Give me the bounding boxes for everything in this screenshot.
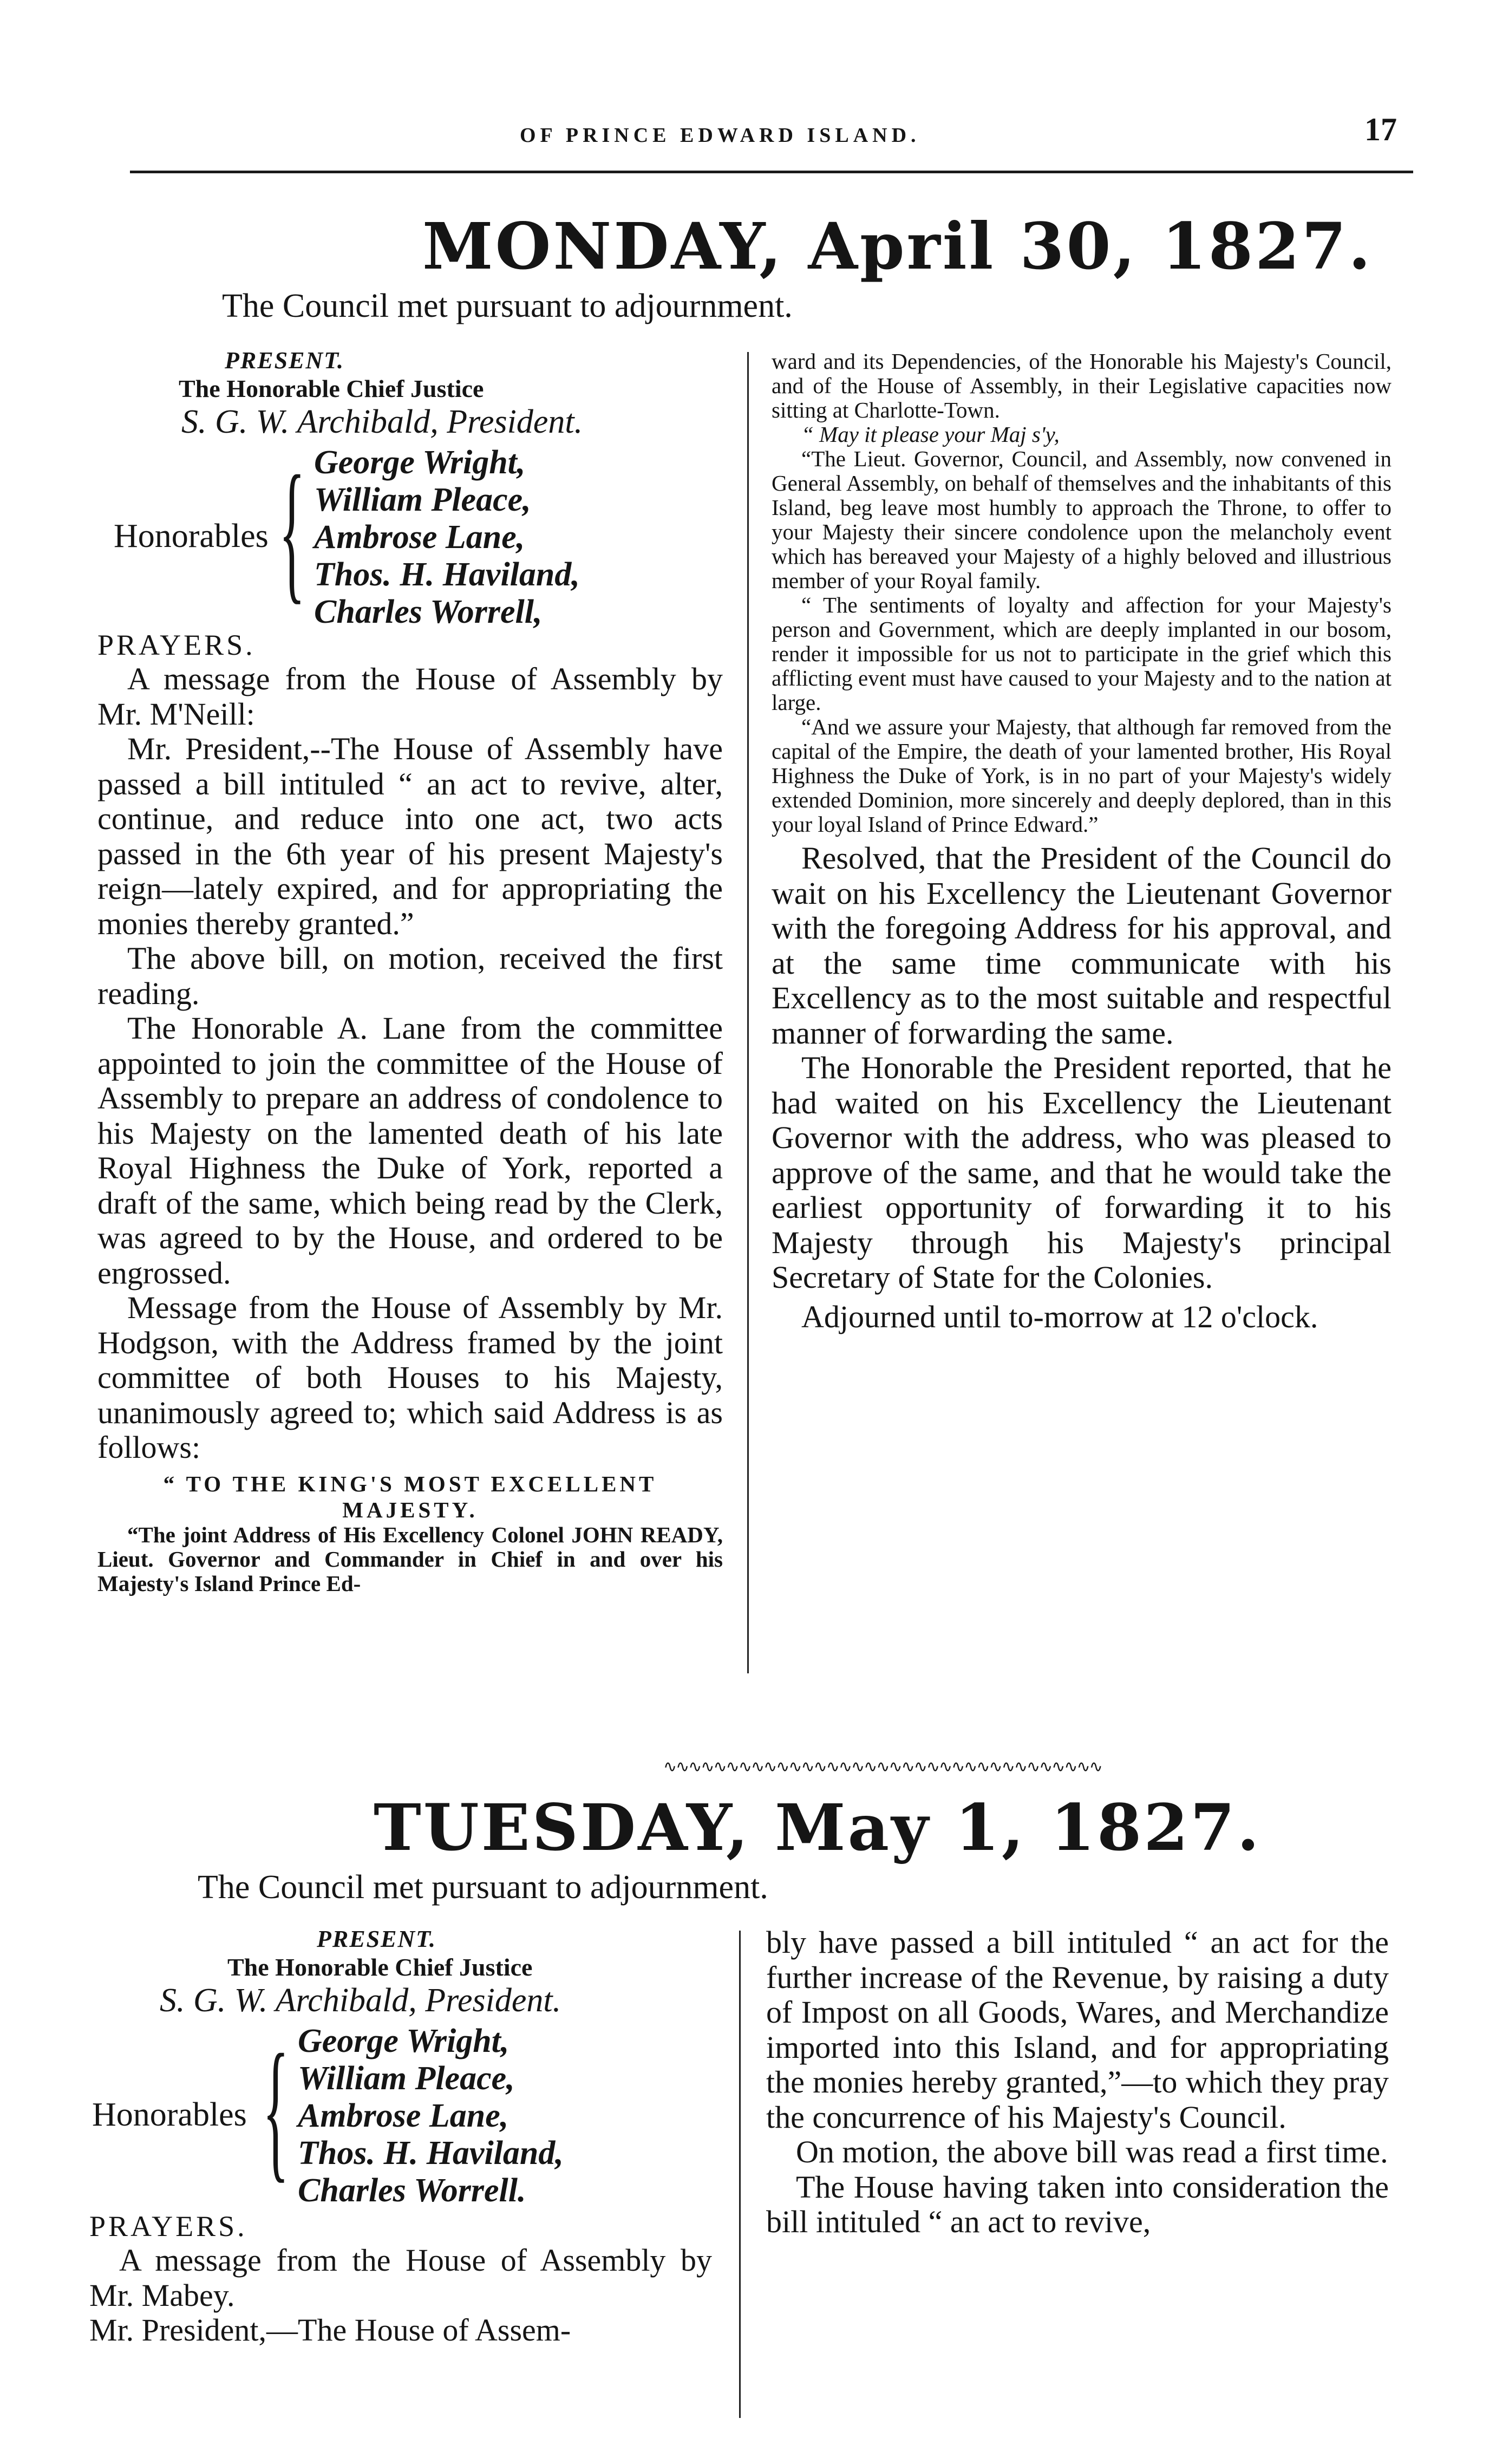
address-paragraph: “And we assure your Majesty, that although far removed from the capital of the Empire, the death of your lamented brother, His Royal Highness the Duke of York, is in no part of your Majesty's widely extended Dominion, more sincerely and deeply deplored, than in this your loyal Island of Prince Edward.” bbox=[772, 714, 1392, 837]
paragraph: Resolved, that the President of the Council do wait on his Excellency the Lieutenant Governor with the foregoing Address for his approval, and at the same time communicate with his Excellency as to the most suitable and respectful manner of forwarding the same. bbox=[772, 840, 1392, 1051]
paragraph: Mr. President,--The House of Assembly have passed a bill intituled “ an act to revive, alter, continue, and reduce into one act, two acts passed in the 6th year of his present Majesty's reign—lately expired, and for appropriating the monies thereby granted.” bbox=[97, 731, 723, 941]
prayers-line: PRAYERS. bbox=[89, 2210, 247, 2243]
paragraph: bly have passed a bill intituled “ an act for the further increase of the Revenue, by raising a duty of Impost on all Goods, Wares, and Merchandize imported into this Island, and for appropriating the monies hereby granted,”—to which they pray the concurrence of his Majesty's Council. bbox=[766, 1925, 1389, 2135]
present-label: PRESENT. bbox=[317, 1926, 437, 1952]
tuesday-right-column bbox=[766, 1925, 1389, 2240]
chief-justice-line: The Honorable Chief Justice bbox=[179, 375, 484, 402]
address-start: “The joint Address of His Excellency Colonel JOHN READY, Lieut. Governor and Commander in Chief in and over his Majesty's Island Prince Ed- bbox=[97, 1522, 723, 1596]
president-line: S. G. W. Archibald, President. bbox=[160, 1982, 561, 2019]
address-paragraph: “The Lieut. Governor, Council, and Assembly, now convened in General Assembly, on behalf of themselves and the inhabitants of this Island, beg leave most humbly to approach the Throne, to offer to your Majesty their sincere condolence upon the melancholy event which has bereaved your Majesty of a highly beloved and illustrious member of your Royal family. bbox=[772, 446, 1392, 593]
column-divider bbox=[747, 352, 749, 1673]
monday-right-column bbox=[772, 349, 1392, 1334]
chief-justice-line: The Honorable Chief Justice bbox=[227, 1953, 533, 1981]
tuesday-left-column bbox=[89, 1925, 712, 2348]
honorables-block bbox=[89, 2020, 712, 2207]
honorable-name: William Pleace, bbox=[314, 481, 531, 518]
honorable-name: William Pleace, bbox=[298, 2060, 515, 2097]
paragraph: The Honorable the President reported, that he had waited on his Excellency the Lieutenant Governor with the address, who was pleased to approve of the same, and that he would take the earliest opportunity of forwarding it to his Majesty through his Majesty's principal Secretary of State for the Colonies. bbox=[772, 1050, 1392, 1295]
paragraph: Message from the House of Assembly by Mr. Hodgson, with the Address framed by the joint committee of both Houses to his Majesty, unanimously agreed to; which said Address is as follows: bbox=[97, 1290, 723, 1465]
brace-glyph: { bbox=[279, 444, 305, 617]
honorables-names bbox=[314, 444, 580, 631]
section-separator: ∿∿∿∿∿∿∿∿∿∿∿∿∿∿∿∿∿∿∿∿∿∿∿∿∿∿∿∿∿∿∿∿∿∿∿ bbox=[663, 1758, 1102, 1776]
tuesday-met-line: The Council met pursuant to adjournment. bbox=[198, 1869, 768, 1906]
monday-left-column bbox=[97, 347, 723, 1596]
honorables-block bbox=[97, 441, 723, 628]
present-label: PRESENT. bbox=[225, 347, 345, 374]
honorable-name: George Wright, bbox=[298, 2023, 509, 2059]
honorable-name: Charles Worrell. bbox=[298, 2172, 526, 2209]
paragraph: Adjourned until to-morrow at 12 o'clock. bbox=[801, 1299, 1318, 1334]
address-continued: ward and its Dependencies, of the Honorable his Majesty's Council, and of the House of Assembly, in their Legislative capacities now sitting at Charlotte-Town. bbox=[772, 349, 1392, 422]
brace-glyph: { bbox=[263, 2022, 289, 2196]
tuesday-title: TUESDAY, May 1, 1827. bbox=[374, 1790, 1262, 1865]
honorable-name: Thos. H. Haviland, bbox=[314, 556, 580, 593]
address-salutation: “ May it please your Maj s'y, bbox=[801, 422, 1060, 447]
honorable-name: Thos. H. Haviland, bbox=[298, 2135, 564, 2172]
honorable-name: Ambrose Lane, bbox=[314, 519, 525, 556]
address-heading: MAJESTY. bbox=[342, 1497, 478, 1522]
honorable-name: Charles Worrell, bbox=[314, 594, 543, 630]
paragraph: The above bill, on motion, received the first reading. bbox=[97, 941, 723, 1011]
monday-met-line: The Council met pursuant to adjournment. bbox=[222, 288, 793, 324]
paragraph: On motion, the above bill was read a first time. bbox=[796, 2134, 1388, 2169]
president-line: S. G. W. Archibald, President. bbox=[181, 403, 583, 440]
paragraph: The House having taken into consideration the bill intituled “ an act to revive, bbox=[766, 2169, 1389, 2239]
header-rule bbox=[130, 171, 1413, 173]
monday-title: MONDAY, April 30, 1827. bbox=[422, 208, 1373, 284]
honorable-name: Ambrose Lane, bbox=[298, 2097, 509, 2134]
paragraph: The Honorable A. Lane from the committee appointed to join the committee of the House of Assembly to prepare an address of condolence to his Majesty on the lamented death of his late Royal Highness the Duke of York, reported a draft of the same, which being read by the Clerk, was agreed to by the House, and ordered to be engrossed. bbox=[97, 1011, 723, 1290]
paragraph: A message from the House of Assembly by Mr. Mabey. bbox=[89, 2243, 712, 2313]
honorables-label: Honorables bbox=[92, 2096, 247, 2133]
paragraph: A message from the House of Assembly by Mr. M'Neill: bbox=[97, 661, 723, 732]
page-number: 17 bbox=[1364, 112, 1397, 147]
address-paragraph: “ The sentiments of loyalty and affection for your Majesty's person and Government, which are deeply implanted in our bosom, render it impossible for us not to participate in the grief which this afflicting event must have caused to your Majesty and to the nation at large. bbox=[772, 592, 1392, 715]
address-heading: “ TO THE KING'S MOST EXCELLENT bbox=[163, 1471, 657, 1496]
honorables-names bbox=[298, 2023, 564, 2209]
honorables-label: Honorables bbox=[114, 518, 269, 555]
paragraph: Mr. President,—The House of Assem- bbox=[89, 2312, 571, 2348]
running-head: OF PRINCE EDWARD ISLAND. bbox=[520, 124, 920, 147]
prayers-line: PRAYERS. bbox=[97, 629, 256, 661]
column-divider bbox=[739, 1931, 741, 2418]
honorable-name: George Wright, bbox=[314, 444, 526, 481]
